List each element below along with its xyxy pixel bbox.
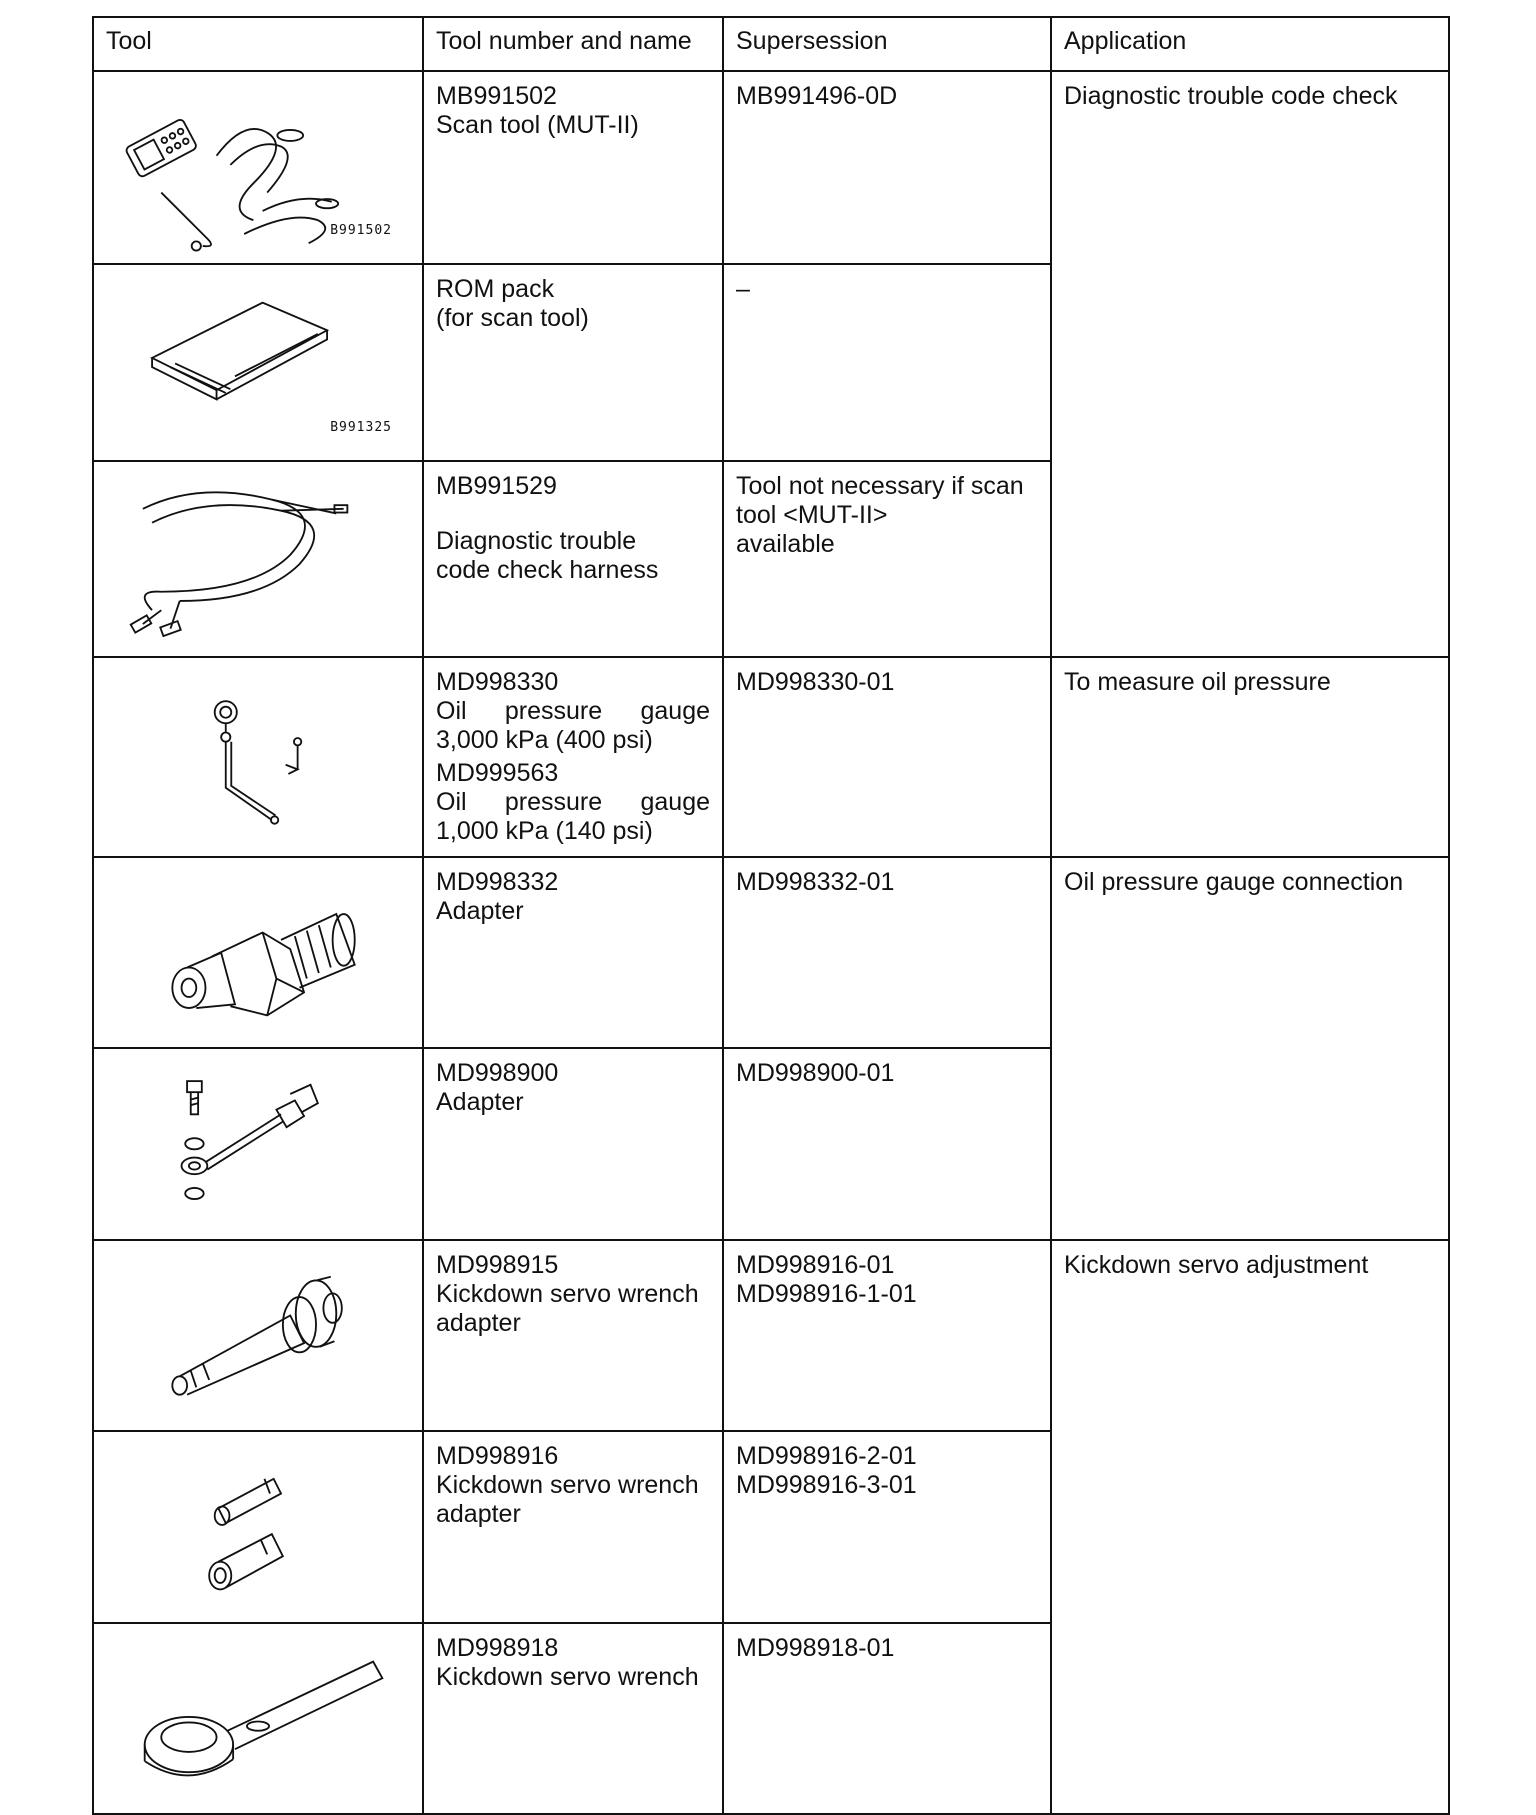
tool-number-name-cell bbox=[423, 461, 723, 656]
header-tool-number-name: Tool number and name bbox=[423, 17, 723, 71]
application-cell bbox=[1051, 657, 1449, 857]
tool-number-name-cell bbox=[423, 1240, 723, 1432]
header-tool: Tool bbox=[93, 17, 423, 71]
table-header-row bbox=[93, 17, 1449, 71]
tool-number: MD998332 bbox=[436, 867, 559, 896]
tool-number-name-cell bbox=[423, 71, 723, 264]
supersession-value: MD998900-01 bbox=[736, 1059, 895, 1088]
supersession-cell bbox=[723, 264, 1051, 461]
supersession-cell bbox=[723, 1240, 1051, 1432]
tool-number-name-cell bbox=[423, 1048, 723, 1240]
application-text: Diagnostic trouble code check bbox=[1064, 82, 1398, 110]
supersession-cell bbox=[723, 857, 1051, 1049]
supersession-value: MD998916-2-01 bbox=[736, 1442, 917, 1471]
supersession-value: MD998916-1-01 bbox=[736, 1279, 917, 1308]
tool-image-cell bbox=[93, 71, 423, 264]
table-row bbox=[93, 1240, 1449, 1432]
special-tools-table bbox=[92, 16, 1450, 1815]
supersession-value: MD998916-3-01 bbox=[736, 1471, 917, 1500]
supersession-value: MD998916-01 bbox=[736, 1250, 895, 1279]
tool-name-line: Kickdown servo wrench bbox=[436, 1471, 699, 1500]
tool-number-name-cell bbox=[423, 857, 723, 1049]
tool-number: MB991502 bbox=[436, 82, 557, 110]
supersession-line: tool <MUT-II> bbox=[736, 501, 888, 530]
table-row bbox=[93, 71, 1449, 264]
tool-number: MD998915 bbox=[436, 1250, 559, 1279]
tool-name-line: Diagnostic trouble bbox=[436, 527, 637, 556]
tool-name-line: ROM pack bbox=[436, 275, 555, 304]
supersession-cell bbox=[723, 1623, 1051, 1815]
application-cell bbox=[1051, 1240, 1449, 1815]
tool-image-cell bbox=[93, 657, 423, 857]
tool-name-line: Kickdown servo wrench bbox=[436, 1279, 699, 1308]
application-cell bbox=[1051, 71, 1449, 657]
tool-image-cell bbox=[93, 1431, 423, 1623]
tool-name-line: code check harness bbox=[436, 556, 659, 585]
table-row bbox=[93, 857, 1449, 1049]
supersession-value: MD998332-01 bbox=[736, 867, 895, 896]
tool-name: Adapter bbox=[436, 1088, 524, 1117]
adapter-md998900-illustration bbox=[106, 1059, 410, 1229]
application-text: Kickdown servo adjustment bbox=[1064, 1250, 1369, 1279]
tool-image-cell bbox=[93, 1048, 423, 1240]
tool-image-cell bbox=[93, 264, 423, 461]
tool-number-name-cell bbox=[423, 1431, 723, 1623]
supersession-cell bbox=[723, 657, 1051, 857]
tool-name-line: adapter bbox=[436, 1500, 521, 1529]
tool-name: Adapter bbox=[436, 896, 524, 925]
tool-number: MD998918 bbox=[436, 1633, 559, 1662]
diagnostic-harness-illustration bbox=[106, 472, 410, 645]
tool-number: MD998900 bbox=[436, 1059, 559, 1088]
kickdown-wrench-adapter-md998915-illustration bbox=[106, 1251, 410, 1421]
supersession-value: MD998330-01 bbox=[736, 667, 895, 696]
tool-image-code: B991325 bbox=[330, 420, 392, 436]
tool-name-line: adapter bbox=[436, 1308, 521, 1337]
tool-number: MD998916 bbox=[436, 1442, 559, 1471]
header-application: Application bbox=[1051, 17, 1449, 71]
gauge-range: 1,000 kPa (140 psi) bbox=[436, 816, 653, 845]
gauge-name: Oil pressure gauge bbox=[436, 696, 710, 725]
supersession-value: MB991496-0D bbox=[736, 82, 898, 110]
gauge-name: Oil pressure gauge bbox=[436, 787, 710, 816]
header-supersession: Supersession bbox=[723, 17, 1051, 71]
tool-image-cell bbox=[93, 461, 423, 656]
tool-name: Scan tool (MUT-II) bbox=[436, 111, 639, 139]
supersession-cell bbox=[723, 461, 1051, 656]
tool-number-name-cell bbox=[423, 657, 723, 857]
oil-pressure-gauge-illustration bbox=[106, 668, 410, 839]
tool-number: MB991529 bbox=[436, 472, 557, 501]
supersession-value: – bbox=[736, 275, 750, 304]
supersession-value: MD998918-01 bbox=[736, 1633, 895, 1662]
tool-image-code: B991502 bbox=[330, 223, 392, 239]
kickdown-servo-wrench-illustration bbox=[106, 1634, 410, 1804]
supersession-cell bbox=[723, 1048, 1051, 1240]
tool-image-cell bbox=[93, 1240, 423, 1432]
gauge-number: MD999563 bbox=[436, 758, 559, 787]
tool-image-cell bbox=[93, 1623, 423, 1815]
gauge-range: 3,000 kPa (400 psi) bbox=[436, 725, 653, 754]
gauge-number: MD998330 bbox=[436, 667, 559, 696]
application-text: To measure oil pressure bbox=[1064, 667, 1331, 696]
tool-name: Kickdown servo wrench bbox=[436, 1662, 699, 1691]
kickdown-wrench-adapter-md998916-illustration bbox=[106, 1442, 410, 1612]
table-row bbox=[93, 657, 1449, 857]
tool-number-name-cell bbox=[423, 1623, 723, 1815]
adapter-md998332-illustration bbox=[106, 868, 410, 1038]
supersession-line: available bbox=[736, 530, 835, 559]
supersession-cell bbox=[723, 1431, 1051, 1623]
tool-number-name-cell bbox=[423, 264, 723, 461]
supersession-cell bbox=[723, 71, 1051, 264]
application-text: Oil pressure gauge connection bbox=[1064, 867, 1404, 896]
supersession-line: Tool not necessary if scan bbox=[736, 472, 1024, 501]
tool-image-cell bbox=[93, 857, 423, 1049]
tool-name-line: (for scan tool) bbox=[436, 304, 589, 333]
application-cell bbox=[1051, 857, 1449, 1240]
